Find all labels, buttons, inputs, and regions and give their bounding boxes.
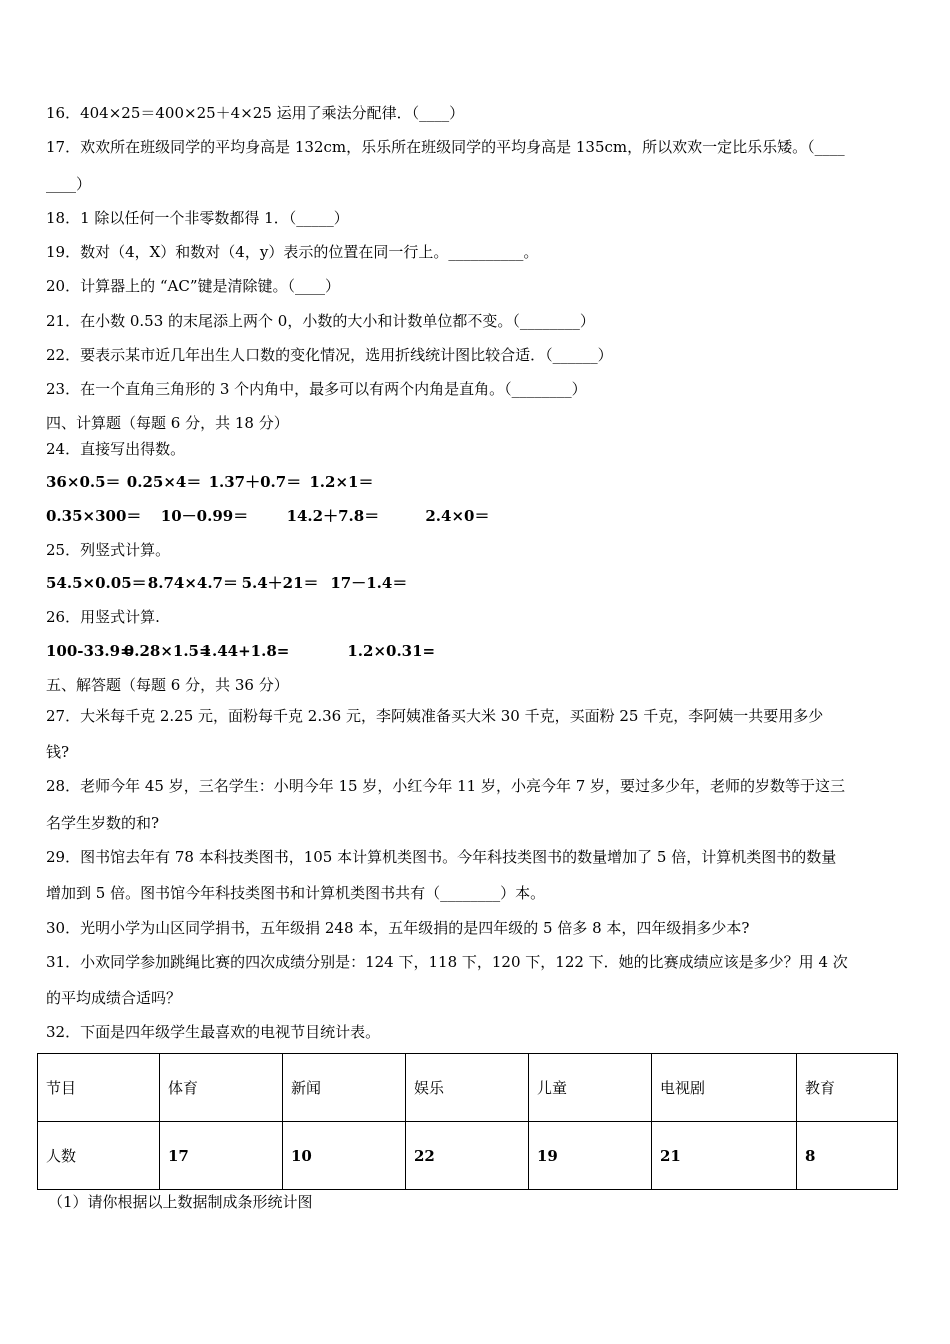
calc-item: 1.2×1＝ bbox=[309, 473, 374, 491]
calc-item: 54.5×0.05＝ bbox=[46, 574, 147, 592]
calc-item: 10－0.99＝ bbox=[160, 507, 249, 525]
tv-program-table bbox=[37, 1053, 898, 1190]
calc-item: 5.4＋21＝ bbox=[241, 574, 319, 592]
question-17-line1: 17．欢欢所在班级同学的平均身高是 132cm，乐乐所在班级同学的平均身高是 135cm，所以欢欢一定比乐乐矮。（____ bbox=[46, 138, 845, 156]
question-24: 24．直接写出得数。 bbox=[46, 440, 186, 458]
table-cell: 体育 bbox=[160, 1054, 283, 1122]
calc-item: 0.35×300＝ bbox=[46, 507, 142, 525]
table-cell: 19 bbox=[529, 1122, 652, 1190]
table-cell: 17 bbox=[160, 1122, 283, 1190]
table-cell: 教育 bbox=[797, 1054, 898, 1122]
table-cell: 22 bbox=[406, 1122, 529, 1190]
question-20: 20．计算器上的 “AC”键是清除键。（____） bbox=[46, 277, 341, 295]
calc-item: 0.25×4＝ bbox=[126, 473, 202, 491]
question-22: 22．要表示某市近几年出生人口数的变化情况，选用折线统计图比较合适．（______） bbox=[46, 346, 613, 364]
table-cell: 10 bbox=[283, 1122, 406, 1190]
question-31-line1: 31．小欢同学参加跳绳比赛的四次成绩分别是：124 下，118 下，120 下，122 下．她的比赛成绩应该是多少？用 4 次 bbox=[46, 953, 848, 971]
question-21: 21．在小数 0.53 的末尾添上两个 0，小数的大小和计数单位都不变。（________） bbox=[46, 312, 595, 330]
calc-item: 1.44+1.8= bbox=[201, 642, 290, 660]
question-29-line2: 增加到 5 倍。图书馆今年科技类图书和计算机类图书共有（________）本。 bbox=[46, 884, 546, 902]
calc-item: 36×0.5＝ bbox=[46, 473, 121, 491]
question-29-line1: 29．图书馆去年有 78 本科技类图书，105 本计算机类图书。今年科技类图书的数量增加了 5 倍，计算机类图书的数量 bbox=[46, 848, 837, 866]
calc-item: 17－1.4＝ bbox=[330, 574, 408, 592]
question-26-row bbox=[46, 641, 436, 661]
question-32: 32．下面是四年级学生最喜欢的电视节目统计表。 bbox=[46, 1023, 381, 1041]
calc-item: 1.2×0.31= bbox=[347, 642, 436, 660]
question-25-row bbox=[46, 573, 410, 593]
question-19: 19．数对（4，X）和数对（4，y）表示的位置在同一行上。__________。 bbox=[46, 243, 539, 261]
table-row bbox=[38, 1122, 898, 1190]
table-header-row bbox=[38, 1054, 898, 1122]
question-27-line1: 27．大米每千克 2.25 元，面粉每千克 2.36 元，李阿姨准备买大米 30 千克，买面粉 25 千克，李阿姨一共要用多少 bbox=[46, 707, 824, 725]
question-16: 16．404×25＝400×25＋4×25 运用了乘法分配律．（____） bbox=[46, 104, 465, 122]
section-4-heading: 四、计算题（每题 6 分，共 18 分） bbox=[46, 414, 289, 432]
question-25: 25．列竖式计算。 bbox=[46, 541, 171, 559]
calc-item: 8.74×4.7＝ bbox=[147, 574, 238, 592]
table-cell: 娱乐 bbox=[406, 1054, 529, 1122]
question-31-line2: 的平均成绩合适吗？ bbox=[46, 989, 182, 1007]
table-cell: 儿童 bbox=[529, 1054, 652, 1122]
table-cell: 节目 bbox=[38, 1054, 160, 1122]
question-24-row2 bbox=[46, 506, 495, 526]
calc-item: 1.37＋0.7＝ bbox=[208, 473, 302, 491]
question-23: 23．在一个直角三角形的 3 个内角中，最多可以有两个内角是直角。（________） bbox=[46, 380, 587, 398]
question-24-row1 bbox=[46, 472, 379, 492]
calc-item: 100-33.9= bbox=[46, 642, 133, 660]
calc-item: 14.2＋7.8＝ bbox=[286, 507, 380, 525]
question-28-line1: 28．老师今年 45 岁，三名学生：小明今年 15 岁，小红今年 11 岁，小亮今年 7 岁，要过多少年，老师的岁数等于这三 bbox=[46, 777, 846, 795]
question-26: 26．用竖式计算. bbox=[46, 608, 160, 626]
question-28-line2: 名学生岁数的和? bbox=[46, 814, 160, 832]
calc-item: 0.28×1.5= bbox=[123, 642, 212, 660]
table-cell: 电视剧 bbox=[652, 1054, 797, 1122]
table-cell: 8 bbox=[797, 1122, 898, 1190]
question-18: 18．1 除以任何一个非零数都得 1．（_____） bbox=[46, 209, 349, 227]
table-cell: 21 bbox=[652, 1122, 797, 1190]
section-5-heading: 五、解答题（每题 6 分，共 36 分） bbox=[46, 676, 289, 694]
question-17-line2: ____） bbox=[46, 175, 92, 193]
question-27-line2: 钱? bbox=[46, 743, 70, 761]
question-32-subquestion-1: （1）请你根据以上数据制成条形统计图 bbox=[48, 1193, 313, 1211]
question-30: 30．光明小学为山区同学捐书，五年级捐 248 本，五年级捐的是四年级的 5 倍多 8 本，四年级捐多少本? bbox=[46, 919, 750, 937]
table-cell: 新闻 bbox=[283, 1054, 406, 1122]
table-cell: 人数 bbox=[38, 1122, 160, 1190]
calc-item: 2.4×0＝ bbox=[425, 507, 490, 525]
